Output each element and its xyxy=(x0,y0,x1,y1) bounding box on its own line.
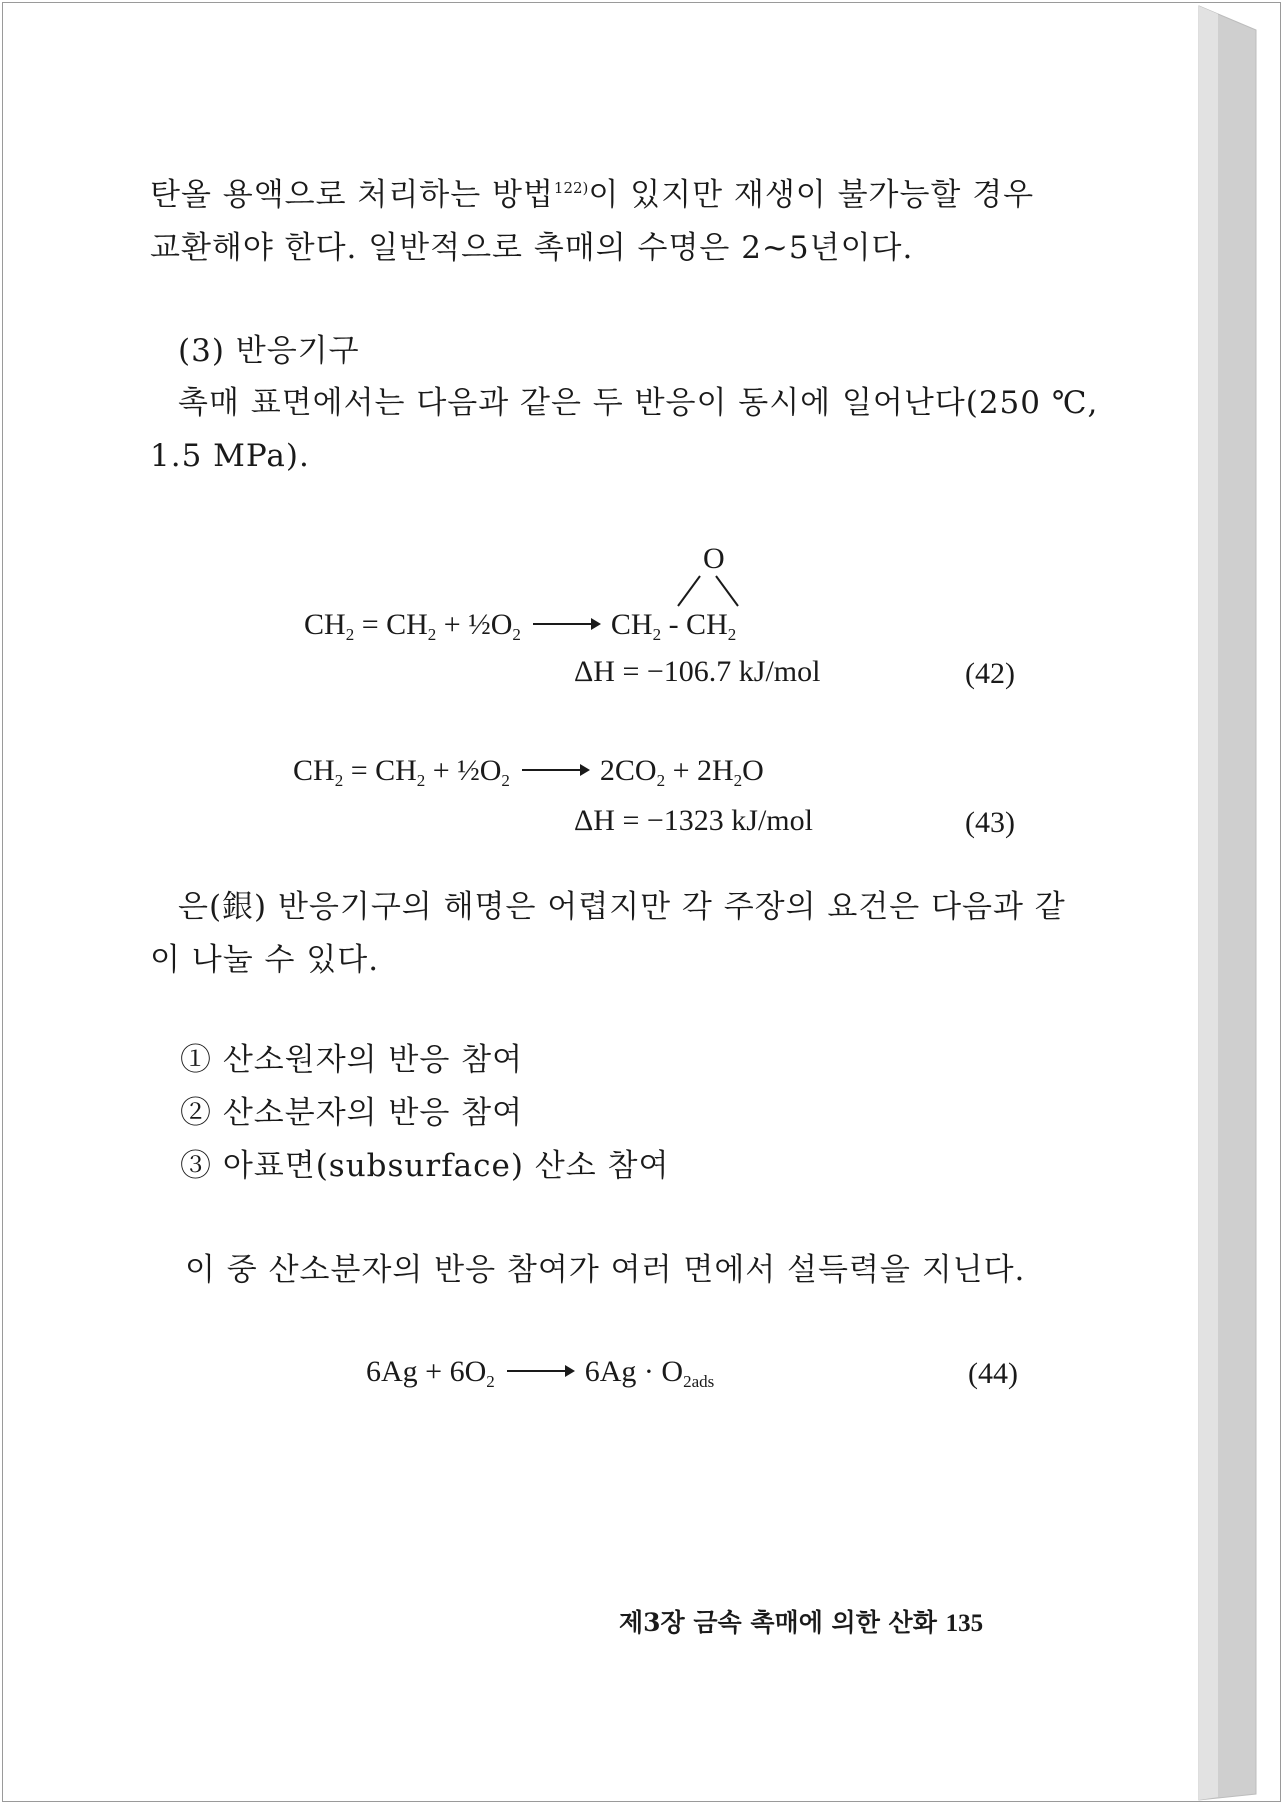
equation-number-43: (43) xyxy=(965,806,1015,839)
epoxide-oxygen: O xyxy=(703,542,725,575)
para3-line2: 이 나눌 수 있다. xyxy=(150,942,380,978)
running-footer xyxy=(619,1610,983,1636)
enthalpy-43: ΔH = −1323 kJ/mol xyxy=(574,804,813,837)
para1-line1: 탄올 용액으로 처리하는 방법$^{122)}$이 있지만 재생이 불가능할 경우 xyxy=(150,177,1035,213)
reaction-arrow xyxy=(522,769,588,771)
para2-line1: 촉매 표면에서는 다음과 같은 두 반응이 동시에 일어난다(250 ℃, xyxy=(178,385,1099,421)
para2-line2: 1.5 MPa). xyxy=(150,438,310,474)
footnote-ref: 122) xyxy=(553,179,589,197)
list-item: ② 산소분자의 반응 참여 xyxy=(180,1095,524,1131)
equation-number-42: (42) xyxy=(965,657,1015,690)
reaction-arrow xyxy=(507,1370,573,1372)
para4: 이 중 산소분자의 반응 참여가 여러 면에서 설득력을 지닌다. xyxy=(185,1252,1026,1288)
equation-42: $CH_2 = CH_2$ + $\frac{1}{2}O_2$ $CH_2 - CH_2$ xyxy=(304,608,737,644)
para1-line2: 교환해야 한다. 일반적으로 촉매의 수명은 2~5년이다. xyxy=(150,230,914,266)
reaction-arrow xyxy=(533,623,599,625)
page-number: 135 xyxy=(945,1610,984,1637)
list-item: ③ 아표면(subsurface) 산소 참여 xyxy=(180,1148,670,1184)
equation-44: $6Ag + 6O_2$ $6Ag \cdot O_{2ads}$ xyxy=(366,1355,715,1391)
equation-number-44: (44) xyxy=(968,1357,1018,1390)
list-item: ① 산소원자의 반응 참여 xyxy=(180,1042,524,1078)
para3-line1: 은(銀) 반응기구의 해명은 어렵지만 각 주장의 요건은 다음과 같 xyxy=(178,889,1066,925)
chapter-title: 제3장 금속 촉매에 의한 산화 xyxy=(619,1608,937,1637)
section-heading: (3) 반응기구 xyxy=(178,333,360,369)
enthalpy-42: ΔH = −106.7 kJ/mol xyxy=(574,655,821,688)
equation-43: $CH_2 = CH_2$ + $\frac{1}{2}O_2$ $2CO_2 + 2H_2O$ xyxy=(293,754,764,790)
